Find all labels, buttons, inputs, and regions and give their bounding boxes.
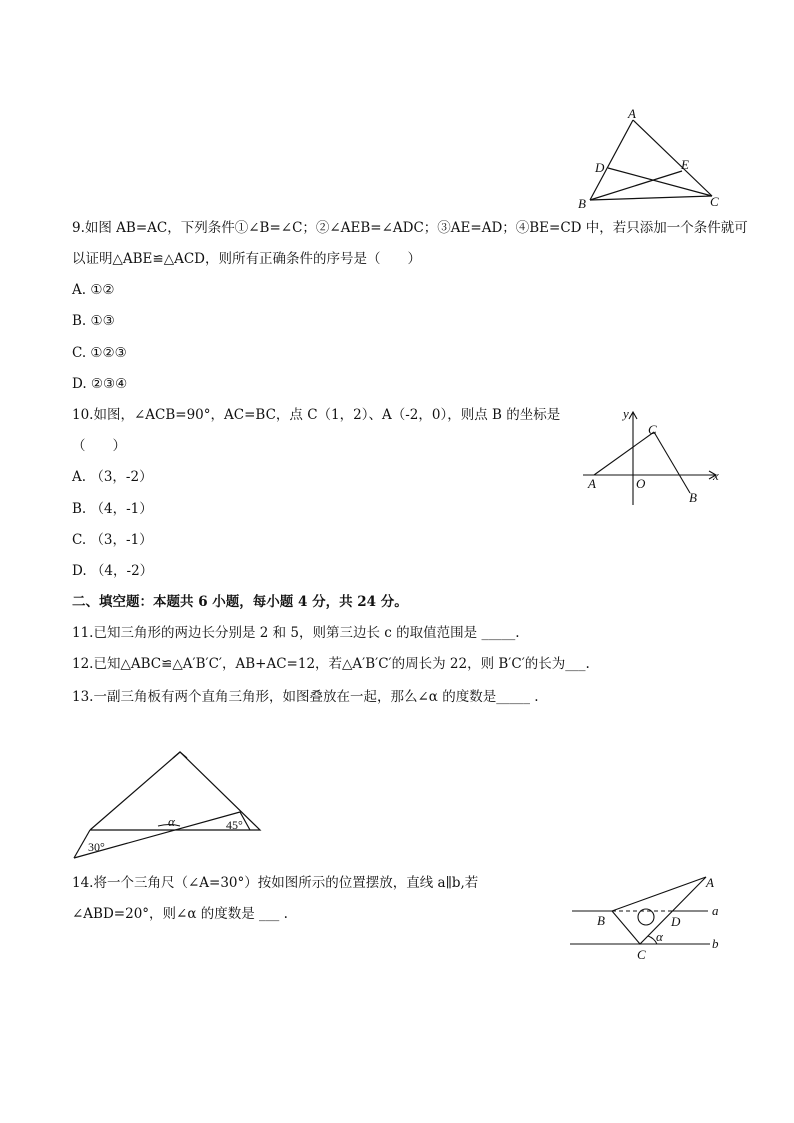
q14-stem-line2: ∠ABD=20°，则∠α 的度数是 ___ . <box>72 906 288 922</box>
q12-stem: 12.已知△ABC≌△A′B′C′，AB+AC=12，若△A′B′C′的周长为 22，则 B′C′的长为___. <box>72 656 590 672</box>
q14-label-a-point: A <box>706 875 714 890</box>
q10-label-x: x <box>713 468 719 483</box>
q9-option-c: C. ①②③ <box>72 345 127 361</box>
q10-figure <box>580 405 725 510</box>
q9-label-c: C <box>710 194 719 209</box>
q9-segment-dc <box>608 168 712 196</box>
q9-option-a: A. ①② <box>72 282 115 298</box>
q9-label-a: A <box>628 106 636 121</box>
q9-stem-line1: 9.如图 AB=AC，下列条件①∠B=∠C；②∠AEB=∠ADC；③AE=AD；④BE=CD 中，若只添加一个条件就可 <box>72 220 748 236</box>
q14-label-line-b: b <box>712 936 719 951</box>
q10-stem-line2: （ ） <box>72 438 126 454</box>
q14-label-b-point: B <box>597 913 605 928</box>
q10-option-c: C. （3，-1） <box>72 532 153 548</box>
q10-option-b: B. （4，-1） <box>72 501 153 517</box>
q9-option-b: B. ①③ <box>72 313 115 329</box>
q10-label-o: O <box>636 476 646 491</box>
q14-label-line-a: a <box>712 903 719 918</box>
q13-figure <box>60 740 270 865</box>
q10-segment-ac <box>594 432 654 475</box>
q13-label-45: 45° <box>226 818 243 832</box>
q10-label-c: C <box>648 422 657 437</box>
q9-side-ac <box>633 120 712 196</box>
q9-label-b: B <box>578 196 586 211</box>
q14-triangle-hole <box>638 909 654 925</box>
q10-label-a: A <box>588 476 596 491</box>
q10-label-b: B <box>689 490 697 505</box>
q13-label-alpha: α <box>168 814 175 829</box>
q9-option-d: D. ②③④ <box>72 376 128 392</box>
q14-label-c-point: C <box>637 947 646 962</box>
q9-stem-line2: 以证明△ABE≌△ACD，则所有正确条件的序号是（ ） <box>72 251 422 267</box>
q9-figure <box>570 100 730 215</box>
q9-side-bc <box>590 196 712 200</box>
section-2-heading: 二、填空题：本题共 6 小题，每小题 4 分，共 24 分。 <box>72 594 408 610</box>
q14-figure <box>565 870 725 965</box>
q14-label-d-point: D <box>671 914 681 929</box>
q13-label-30: 30° <box>88 840 105 854</box>
q10-stem-line1: 10.如图，∠ACB=90°，AC=BC，点 C（1，2）、A（-2，0），则点 B 的坐标是 <box>72 407 561 423</box>
q9-label-d: D <box>595 160 605 175</box>
q13-stem: 13.一副三角板有两个直角三角形，如图叠放在一起，那么∠α 的度数是_____ . <box>72 689 539 705</box>
q14-stem-line1: 14.将一个三角尺（∠A=30°）按如图所示的位置摆放，直线 a∥b,若 <box>72 875 479 891</box>
q10-segment-cb <box>654 432 690 493</box>
q11-stem: 11.已知三角形的两边长分别是 2 和 5，则第三边长 c 的取值范围是 _____. <box>72 625 520 641</box>
q9-label-e: E <box>681 157 689 172</box>
q10-option-a: A. （3，-2） <box>72 469 153 485</box>
q10-option-d: D. （4，-2） <box>72 563 154 579</box>
q10-label-y: y <box>623 406 629 421</box>
q14-label-alpha: α <box>656 929 663 944</box>
